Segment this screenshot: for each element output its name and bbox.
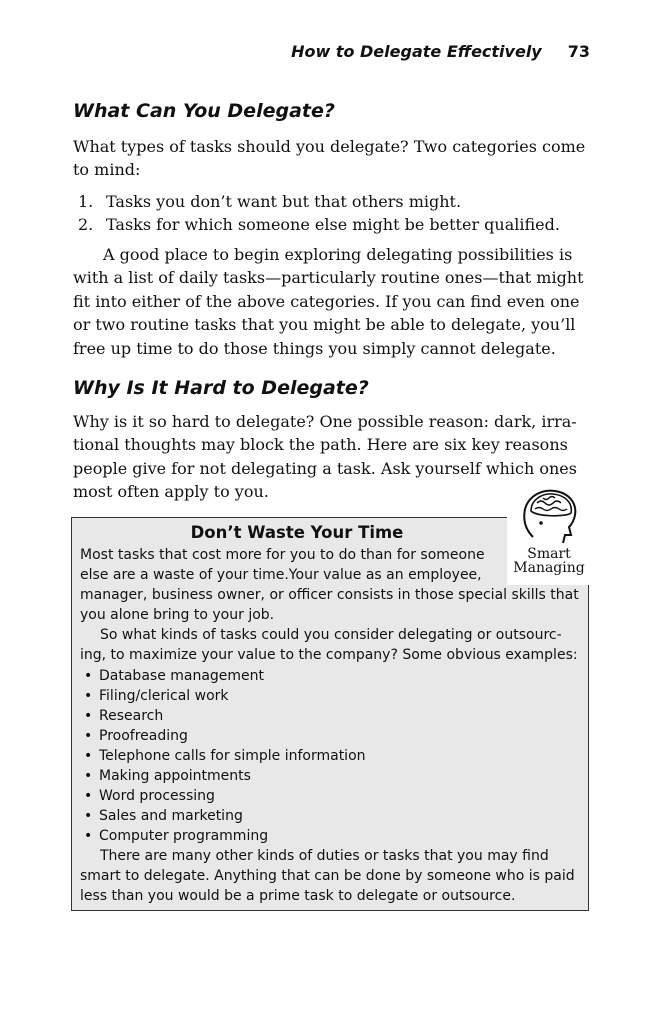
text-line: There are many other kinds of duties or tasks that you may find bbox=[100, 848, 549, 864]
badge-label-smart: Smart bbox=[527, 546, 571, 562]
list-number: 1. bbox=[78, 192, 94, 211]
running-title: How to Delegate Effectively bbox=[291, 42, 542, 61]
intro-paragraph bbox=[73, 135, 593, 182]
running-head bbox=[291, 42, 590, 61]
brain-head-icon bbox=[513, 485, 585, 545]
list-item: • Telephone calls for simple information bbox=[84, 746, 366, 766]
examples-list bbox=[84, 666, 366, 846]
badge-label-managing: Managing bbox=[513, 560, 585, 576]
text-line: Why is it so hard to delegate? One possible reason: dark, irra- bbox=[73, 412, 577, 431]
text-line: free up time to do those things you simply cannot delegate. bbox=[73, 338, 556, 358]
text-line: most often apply to you. bbox=[73, 482, 269, 502]
text-line: What types of tasks should you delegate? Two categories come bbox=[73, 137, 586, 156]
text-line: you alone bring to your job. bbox=[80, 607, 275, 623]
text-line: or two routine tasks that you might be able to delegate, you’ll bbox=[73, 315, 576, 335]
sidebar-paragraph-2 bbox=[80, 625, 584, 665]
text-line: A good place to begin exploring delegating possibilities is bbox=[103, 245, 573, 264]
text-line: smart to delegate. Anything that can be done by someone who is paid bbox=[80, 868, 575, 884]
list-item: • Filing/clerical work bbox=[84, 686, 366, 706]
list-item bbox=[78, 190, 560, 213]
text-line: fit into either of the above categories. If you can find even one bbox=[73, 291, 580, 311]
list-text: Tasks for which someone else might be better qualified. bbox=[106, 215, 560, 234]
text-line: with a list of daily tasks—particularly routine ones—that might bbox=[73, 268, 584, 288]
numbered-list bbox=[78, 190, 560, 236]
list-item: • Sales and marketing bbox=[84, 806, 366, 826]
text-line: less than you would be a prime task to delegate or outsource. bbox=[80, 888, 516, 904]
section-heading-what-can-you-delegate: What Can You Delegate? bbox=[73, 100, 335, 122]
body-paragraph-delegating-possibilities bbox=[73, 243, 593, 360]
list-item: • Database management bbox=[84, 666, 366, 686]
list-number: 2. bbox=[78, 215, 94, 234]
text-line: people give for not delegating a task. Ask yourself which ones bbox=[73, 458, 577, 478]
list-item: • Making appointments bbox=[84, 766, 366, 786]
list-item bbox=[78, 213, 560, 236]
list-text: Tasks you don’t want but that others might. bbox=[106, 192, 462, 211]
sidebar-title: Don’t Waste Your Time bbox=[190, 523, 404, 542]
text-line: tional thoughts may block the path. Here are six key reasons bbox=[73, 435, 568, 455]
list-item: • Research bbox=[84, 706, 366, 726]
list-item: • Proofreading bbox=[84, 726, 366, 746]
sidebar-paragraph-3 bbox=[80, 846, 584, 906]
list-item: • Computer programming bbox=[84, 826, 366, 846]
smart-managing-badge bbox=[507, 485, 591, 585]
list-item: • Word processing bbox=[84, 786, 366, 806]
text-line: else are a waste of your time.Your value as an employee, bbox=[80, 567, 482, 583]
text-line: to mind: bbox=[73, 160, 141, 180]
section-heading-why-hard-to-delegate: Why Is It Hard to Delegate? bbox=[73, 377, 369, 399]
text-line: So what kinds of tasks could you consider delegating or outsourc- bbox=[100, 627, 562, 643]
text-line: manager, business owner, or officer consists in those special skills that bbox=[80, 587, 579, 603]
text-line: ing, to maximize your value to the company? Some obvious examples: bbox=[80, 647, 578, 663]
text-line: Most tasks that cost more for you to do than for someone bbox=[80, 547, 485, 563]
page-number: 73 bbox=[567, 42, 590, 61]
